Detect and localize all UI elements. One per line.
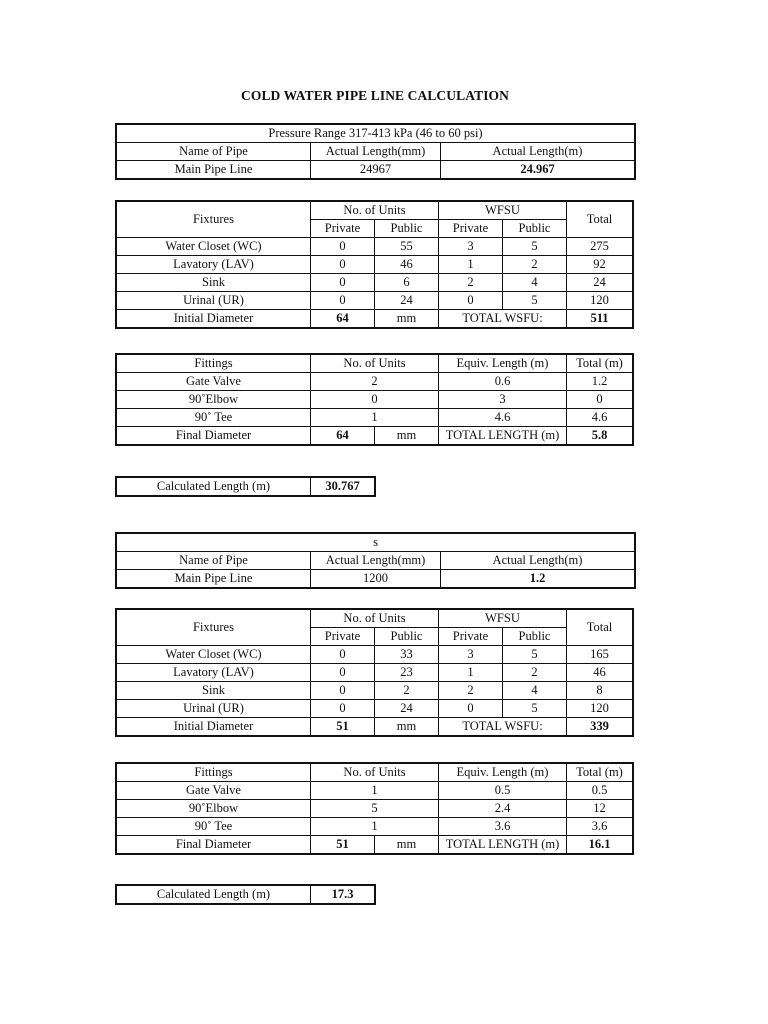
- col-actual-length-m: Actual Length(m): [441, 552, 635, 570]
- fixture-name: Sink: [117, 274, 311, 292]
- units-private: 0: [311, 682, 375, 700]
- pipe-table-2: [116, 533, 635, 588]
- fitting-name: Gate Valve: [117, 373, 311, 391]
- units-private: 0: [311, 238, 375, 256]
- final-diameter-unit: mm: [375, 836, 439, 854]
- fitting-total: 0.5: [567, 782, 633, 800]
- units-public: 55: [375, 238, 439, 256]
- wfsu-private: 2: [439, 274, 503, 292]
- no-of-units-header: No. of Units: [311, 202, 439, 220]
- fixtures-header: Fixtures: [117, 202, 311, 238]
- wfsu-public: 4: [503, 682, 567, 700]
- fitting-equiv-length: 4.6: [439, 409, 567, 427]
- fitting-name: 90˚ Tee: [117, 409, 311, 427]
- fitting-total-header: Total (m): [567, 764, 633, 782]
- total-header: Total: [567, 202, 633, 238]
- fitting-units: 0: [311, 391, 439, 409]
- wfsu-public: 5: [503, 646, 567, 664]
- units-private: 0: [311, 274, 375, 292]
- units-private: 0: [311, 664, 375, 682]
- wfsu-public: 5: [503, 700, 567, 718]
- fixture-total: 24: [567, 274, 633, 292]
- units-private-header: Private: [311, 220, 375, 238]
- fixture-name: Lavatory (LAV): [117, 664, 311, 682]
- pipe-length-m-cell: 1.2: [441, 570, 635, 588]
- wfsu-private: 3: [439, 646, 503, 664]
- pipe-length-mm-cell: 1200: [311, 570, 441, 588]
- total-wsfu-label: TOTAL WSFU:: [439, 718, 567, 736]
- fixture-total: 8: [567, 682, 633, 700]
- col-actual-length-m: Actual Length(m): [441, 143, 635, 161]
- fitting-total-header: Total (m): [567, 355, 633, 373]
- total-header: Total: [567, 610, 633, 646]
- equiv-length-header: Equiv. Length (m): [439, 355, 567, 373]
- fitting-name: Gate Valve: [117, 782, 311, 800]
- fitting-units: 1: [311, 409, 439, 427]
- wfsu-public: 2: [503, 664, 567, 682]
- wfsu-private-header: Private: [439, 220, 503, 238]
- total-wsfu-value: 511: [567, 310, 633, 328]
- units-public: 46: [375, 256, 439, 274]
- pressure-range-header: Pressure Range 317-413 kPa (46 to 60 psi): [117, 125, 635, 143]
- units-public: 2: [375, 682, 439, 700]
- final-diameter-label: Final Diameter: [117, 836, 311, 854]
- fittings-header: Fittings: [117, 764, 311, 782]
- col-name-of-pipe: Name of Pipe: [117, 552, 311, 570]
- total-length-label: TOTAL LENGTH (m): [439, 427, 567, 445]
- final-diameter-unit: mm: [375, 427, 439, 445]
- table-row: [117, 391, 633, 409]
- table-row: [117, 700, 633, 718]
- table-row: [117, 682, 633, 700]
- fitting-units-header: No. of Units: [311, 355, 439, 373]
- table-row: [117, 818, 633, 836]
- fitting-units: 1: [311, 782, 439, 800]
- units-private: 0: [311, 700, 375, 718]
- col-actual-length-mm: Actual Length(mm): [311, 143, 441, 161]
- total-length-label: TOTAL LENGTH (m): [439, 836, 567, 854]
- table-row: [117, 664, 633, 682]
- wfsu-public: 5: [503, 292, 567, 310]
- initial-diameter-value: 51: [311, 718, 375, 736]
- initial-diameter-label: Initial Diameter: [117, 718, 311, 736]
- units-public-header: Public: [375, 628, 439, 646]
- wfsu-private: 3: [439, 238, 503, 256]
- calculated-length-label: Calculated Length (m): [117, 886, 311, 904]
- units-private: 0: [311, 292, 375, 310]
- fixture-name: Water Closet (WC): [117, 238, 311, 256]
- fitting-equiv-length: 2.4: [439, 800, 567, 818]
- fitting-equiv-length: 3.6: [439, 818, 567, 836]
- fitting-equiv-length: 3: [439, 391, 567, 409]
- wfsu-private: 1: [439, 664, 503, 682]
- fitting-total: 1.2: [567, 373, 633, 391]
- initial-diameter-value: 64: [311, 310, 375, 328]
- fitting-name: 90˚ Tee: [117, 818, 311, 836]
- pipe-table-1: [116, 124, 635, 179]
- fixture-name: Urinal (UR): [117, 292, 311, 310]
- fixture-name: Sink: [117, 682, 311, 700]
- fitting-name: 90˚Elbow: [117, 391, 311, 409]
- initial-diameter-unit: mm: [375, 310, 439, 328]
- units-private-header: Private: [311, 628, 375, 646]
- pipe-name-cell: Main Pipe Line: [117, 570, 311, 588]
- fixture-total: 120: [567, 292, 633, 310]
- calculated-length-label: Calculated Length (m): [117, 478, 311, 496]
- fixtures-table-1: [116, 201, 633, 328]
- fitting-equiv-length: 0.6: [439, 373, 567, 391]
- table-row: [117, 646, 633, 664]
- table-row: [117, 800, 633, 818]
- units-public: 24: [375, 292, 439, 310]
- table-row: [117, 782, 633, 800]
- fitting-total: 12: [567, 800, 633, 818]
- fitting-total: 3.6: [567, 818, 633, 836]
- fixture-name: Lavatory (LAV): [117, 256, 311, 274]
- units-public-header: Public: [375, 220, 439, 238]
- units-public: 24: [375, 700, 439, 718]
- pressure-range-header: s: [117, 534, 635, 552]
- no-of-units-header: No. of Units: [311, 610, 439, 628]
- fitting-total: 4.6: [567, 409, 633, 427]
- units-private: 0: [311, 256, 375, 274]
- calculated-length-value: 30.767: [311, 478, 375, 496]
- fitting-name: 90˚Elbow: [117, 800, 311, 818]
- wfsu-public: 2: [503, 256, 567, 274]
- fitting-units-header: No. of Units: [311, 764, 439, 782]
- total-length-value: 16.1: [567, 836, 633, 854]
- fixtures-header: Fixtures: [117, 610, 311, 646]
- wfsu-private: 0: [439, 700, 503, 718]
- col-actual-length-mm: Actual Length(mm): [311, 552, 441, 570]
- table-row: [117, 256, 633, 274]
- fixture-total: 120: [567, 700, 633, 718]
- equiv-length-header: Equiv. Length (m): [439, 764, 567, 782]
- fitting-equiv-length: 0.5: [439, 782, 567, 800]
- calculated-length-table-1: [116, 477, 375, 496]
- total-length-value: 5.8: [567, 427, 633, 445]
- calculated-length-value: 17.3: [311, 886, 375, 904]
- final-diameter-value: 64: [311, 427, 375, 445]
- calculated-length-table-2: [116, 885, 375, 904]
- fixture-total: 92: [567, 256, 633, 274]
- table-row: [117, 373, 633, 391]
- initial-diameter-unit: mm: [375, 718, 439, 736]
- wfsu-private: 1: [439, 256, 503, 274]
- wfsu-private: 0: [439, 292, 503, 310]
- fitting-units: 2: [311, 373, 439, 391]
- wfsu-header: WFSU: [439, 610, 567, 628]
- fitting-total: 0: [567, 391, 633, 409]
- table-row: [117, 238, 633, 256]
- table-row: [117, 292, 633, 310]
- units-public: 6: [375, 274, 439, 292]
- fixture-name: Water Closet (WC): [117, 646, 311, 664]
- pipe-length-m-cell: 24.967: [441, 161, 635, 179]
- fixtures-table-2: [116, 609, 633, 736]
- total-wsfu-label: TOTAL WSFU:: [439, 310, 567, 328]
- wfsu-public-header: Public: [503, 220, 567, 238]
- fittings-table-2: [116, 763, 633, 854]
- pipe-length-mm-cell: 24967: [311, 161, 441, 179]
- initial-diameter-label: Initial Diameter: [117, 310, 311, 328]
- fittings-header: Fittings: [117, 355, 311, 373]
- fixture-total: 165: [567, 646, 633, 664]
- final-diameter-value: 51: [311, 836, 375, 854]
- wfsu-private: 2: [439, 682, 503, 700]
- col-name-of-pipe: Name of Pipe: [117, 143, 311, 161]
- wfsu-public: 5: [503, 238, 567, 256]
- fixture-name: Urinal (UR): [117, 700, 311, 718]
- pipe-name-cell: Main Pipe Line: [117, 161, 311, 179]
- wfsu-private-header: Private: [439, 628, 503, 646]
- wfsu-public: 4: [503, 274, 567, 292]
- wfsu-header: WFSU: [439, 202, 567, 220]
- final-diameter-label: Final Diameter: [117, 427, 311, 445]
- units-public: 23: [375, 664, 439, 682]
- units-private: 0: [311, 646, 375, 664]
- table-row: [117, 274, 633, 292]
- units-public: 33: [375, 646, 439, 664]
- fixture-total: 275: [567, 238, 633, 256]
- fixture-total: 46: [567, 664, 633, 682]
- wfsu-public-header: Public: [503, 628, 567, 646]
- fitting-units: 1: [311, 818, 439, 836]
- fitting-units: 5: [311, 800, 439, 818]
- table-row: [117, 409, 633, 427]
- page-title: COLD WATER PIPE LINE CALCULATION: [241, 88, 509, 103]
- total-wsfu-value: 339: [567, 718, 633, 736]
- fittings-table-1: [116, 354, 633, 445]
